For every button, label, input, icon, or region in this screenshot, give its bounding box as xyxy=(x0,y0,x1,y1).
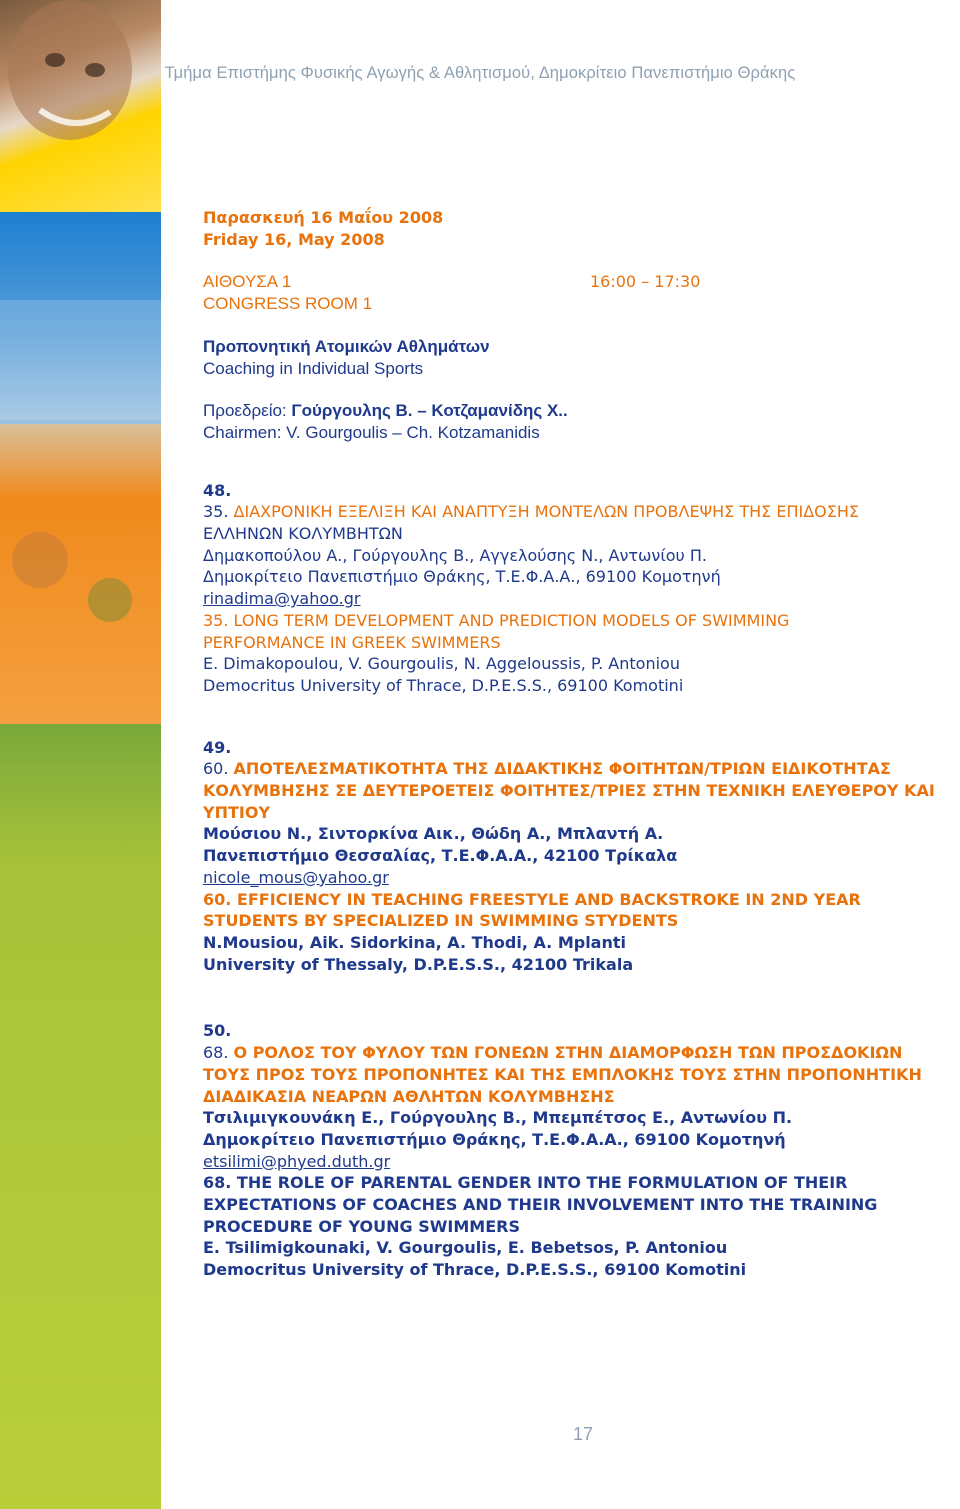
item-affiliation-gr: Πανεπιστήμιο Θεσσαλίας, Τ.Ε.Φ.Α.Α., 42100 Τρίκαλα xyxy=(203,846,678,866)
session-title-en: Coaching in Individual Sports xyxy=(203,358,424,378)
item-email-link[interactable]: etsilimi@phyed.duth.gr xyxy=(203,1151,391,1171)
session-room-en: CONGRESS ROOM 1 xyxy=(203,294,373,314)
item-number: 50. xyxy=(203,1021,232,1041)
sidebar-photo-overlay xyxy=(0,0,161,1509)
item-title-en-line2: PERFORMANCE IN GREEK SWIMMERS xyxy=(203,632,501,652)
item-authors-gr: Μούσιου Ν., Σιντορκίνα Αικ., Θώδη Α., Μπλαντή Α. xyxy=(203,824,664,844)
session-time: 16:00 – 17:30 xyxy=(590,272,701,292)
item-number: 49. xyxy=(203,737,232,757)
item-authors-en: E. Dimakopoulou, V. Gourgoulis, N. Aggeloussis, P. Antoniou xyxy=(203,654,680,674)
decorative-sidebar xyxy=(0,0,161,1509)
session-chair-en xyxy=(203,422,960,444)
item-title-gr-line3: ΔΙΑΔΙΚΑΣΙΑ ΝΕΑΡΩΝ ΑΘΛΗΤΩΝ ΚΟΛΥΜΒΗΣΗΣ xyxy=(203,1086,615,1106)
item-title-gr-line1 xyxy=(203,1042,960,1064)
session-room-gr: ΑΙΘΟΥΣΑ 1 xyxy=(203,272,292,292)
session-title-gr: Προπονητική Ατομικών Αθλημάτων xyxy=(203,336,490,356)
item-title-gr-line2: ΚΟΛΥΜΒΗΣΗΣ ΣΕ ΔΕΥΤΕΡΟΕΤΕΙΣ ΦΟΙΤΗΤΕΣ/ΤΡΙΕΣ ΣΤΗΝ ΤΕΧΝΙΚΗ ΕΛΕΥΘΕΡΟΥ ΚΑΙ xyxy=(203,781,935,801)
session-room-row xyxy=(203,271,960,293)
item-affiliation-en: Democritus University of Thrace, D.P.E.S.S., 69100 Komotini xyxy=(203,1260,747,1280)
item-title-gr-line3: ΥΠΤΙΟΥ xyxy=(203,802,271,822)
item-number: 48. xyxy=(203,480,232,500)
item-title-en-line3: PROCEDURE OF YOUNG SWIMMERS xyxy=(203,1216,520,1236)
program-item xyxy=(203,480,960,697)
item-title-en-line1: 35. LONG TERM DEVELOPMENT AND PREDICTION MODELS OF SWIMMING xyxy=(203,610,790,630)
session-chair-gr xyxy=(203,400,960,422)
item-email-link[interactable]: nicole_mous@yahoo.gr xyxy=(203,867,389,887)
program-content xyxy=(203,207,960,1281)
item-authors-en: N.Mousiou, Aik. Sidorkina, A. Thodi, A. Mplanti xyxy=(203,932,626,952)
chair-gr-names: Γούργουλης Β. – Κοτζαμανίδης Χ.. xyxy=(291,401,568,421)
item-title-gr-line2: ΕΛΛΗΝΩΝ ΚΟΛΥΜΒΗΤΩΝ xyxy=(203,524,403,544)
item-title-gr-line1 xyxy=(203,501,960,523)
item-affiliation-gr: Δημοκρίτειο Πανεπιστήμιο Θράκης, Τ.Ε.Φ.Α.Α., 69100 Κομοτηνή xyxy=(203,567,721,587)
item-title-en-line2: STUDENTS BY SPECIALIZED IN SWIMMING STYDENTS xyxy=(203,911,679,931)
item-code-gr: 68. xyxy=(203,1043,234,1063)
session-date-gr: Παρασκευή 16 Μαΐου 2008 xyxy=(203,208,444,227)
item-code-gr: 60. xyxy=(203,759,234,779)
item-title-en-line2: EXPECTATIONS OF COACHES AND THEIR INVOLVEMENT INTO THE TRAINING xyxy=(203,1195,878,1215)
page-header: Τμήμα Επιστήμης Φυσικής Αγωγής & Αθλητισμού, Δημοκρίτειο Πανεπιστήμιο Θράκης xyxy=(164,64,796,82)
item-affiliation-gr: Δημοκρίτειο Πανεπιστήμιο Θράκης, Τ.Ε.Φ.Α.Α., 69100 Κομοτηνή xyxy=(203,1129,786,1149)
item-title-en-line1: 60. EFFICIENCY IN TEACHING FREESTYLE AND BACKSTROKE IN 2ND YEAR xyxy=(203,889,861,909)
chair-gr-label: Προεδρείο: xyxy=(203,401,292,421)
chair-en-label: Chairmen: xyxy=(203,422,287,442)
program-item xyxy=(203,737,960,976)
item-title-gr: ΔΙΑΧΡΟΝΙΚΗ ΕΞΕΛΙΞΗ ΚΑΙ ΑΝΑΠΤΥΞΗ ΜΟΝΤΕΛΩΝ ΠΡΟΒΛΕΨΗΣ ΤΗΣ ΕΠΙΔΟΣΗΣ xyxy=(233,502,860,522)
item-title-gr: ΑΠΟΤΕΛΕΣΜΑΤΙΚΟΤΗΤΑ ΤΗΣ ΔΙΔΑΚΤΙΚΗΣ ΦΟΙΤΗΤΩΝ/ΤΡΙΩΝ ΕΙΔΙΚΟΤΗΤΑΣ xyxy=(233,759,891,779)
item-title-gr-line2: ΤΟΥΣ ΠΡΟΣ ΤΟΥΣ ΠΡΟΠΟΝΗΤΕΣ ΚΑΙ ΤΗΣ ΕΜΠΛΟΚΗΣ ΤΟΥΣ ΣΤΗΝ ΠΡΟΠΟΝΗΤΙΚΗ xyxy=(203,1064,922,1084)
session-date-en: Friday 16, May 2008 xyxy=(203,229,385,249)
item-title-gr-line1 xyxy=(203,758,960,780)
item-email-link[interactable]: rinadima@yahoo.gr xyxy=(203,589,361,609)
item-affiliation-en: University of Thessaly, D.P.E.S.S., 42100 Trikala xyxy=(203,954,634,974)
program-item xyxy=(203,1020,960,1280)
item-authors-gr: Τσιλιμιγκουνάκη Ε., Γούργουλης Β., Μπεμπέτσος Ε., Αντωνίου Π. xyxy=(203,1108,793,1128)
page-number: 17 xyxy=(573,1424,594,1444)
item-affiliation-en: Democritus University of Thrace, D.P.E.S.S., 69100 Komotini xyxy=(203,675,684,695)
item-title-gr: Ο ΡΟΛΟΣ ΤΟΥ ΦΥΛΟΥ ΤΩΝ ΓΟΝΕΩΝ ΣΤΗΝ ΔΙΑΜΟΡΦΩΣΗ ΤΩΝ ΠΡΟΣΔΟΚΙΩΝ xyxy=(233,1043,903,1063)
item-title-en-line1: 68. THE ROLE OF PARENTAL GENDER INTO THE FORMULATION OF THEIR xyxy=(203,1173,848,1193)
item-code-gr: 35. xyxy=(203,502,234,522)
item-authors-gr: Δημακοπούλου Α., Γούργουλης Β., Αγγελούσης Ν., Αντωνίου Π. xyxy=(203,545,708,565)
chair-en-names: V. Gourgoulis – Ch. Kotzamanidis xyxy=(286,422,540,442)
item-authors-en: E. Tsilimigkounaki, V. Gourgoulis, E. Bebetsos, P. Antoniou xyxy=(203,1238,728,1258)
